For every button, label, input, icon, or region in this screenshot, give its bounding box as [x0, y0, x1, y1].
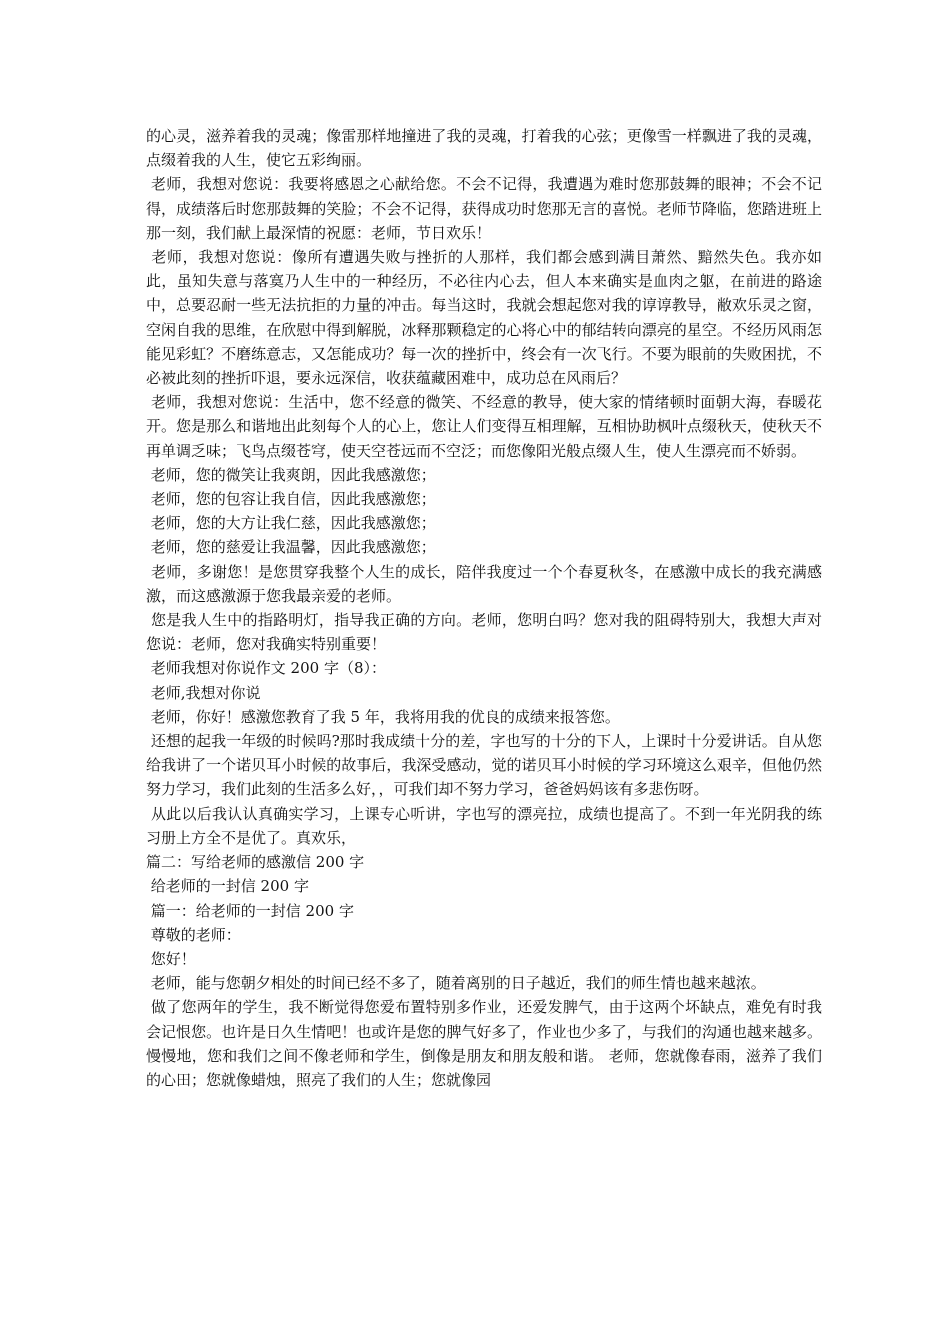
paragraph: 老师，您的包容让我自信，因此我感激您；: [146, 490, 436, 509]
paragraph: 老师，我想对您说：生活中，您不经意的微笑、不经意的教导，使大家的情绪顿时面朝大海，春暖花开。您是那么和谐地出此刻每个人的心上，您让人们变得互相理解，互相协助枫叶点缀秋天，使秋天不再单调乏味；飞鸟点缀苍穹，使天空苍远而不空泛；而您像阳光般点缀人生，使人生漂亮而不娇弱。: [146, 393, 822, 460]
paragraph: 老师，您的大方让我仁慈，因此我感激您；: [146, 514, 436, 533]
section-heading: 篇二：写给老师的感激信 200 字: [146, 853, 365, 872]
paragraph: 老师，你好！感激您教育了我 5 年，我将用我的优良的成绩来报答您。: [146, 707, 620, 726]
paragraph: 老师，您的微笑让我爽朗，因此我感激您；: [146, 465, 436, 484]
paragraph: 您是我人生中的指路明灯，指导我正确的方向。老师，您明白吗？您对我的阻碍特别大，我想大声对您说：老师，您对我确实特别重要！: [146, 611, 822, 654]
paragraph: 从此以后我认认真确实学习，上课专心听讲，字也写的漂亮拉，成绩也提高了。不到一年光阴我的练习册上方全不是优了。真欢乐，: [146, 804, 822, 847]
paragraph: 还想的起我一年级的时候吗?那时我成绩十分的差，字也写的十分的下人，上课时十分爱讲话。自从您给我讲了一个诺贝耳小时候的故事后，我深受感动，觉的诺贝耳小时候的学习环境这么艰辛，但他仍然努力学习，我们此刻的生活多么好，，可我们却不努力学习，爸爸妈妈该有多悲伤呀。: [146, 732, 822, 799]
paragraph: 老师，我想对您说：我要将感恩之心献给您。不会不记得，我遭遇为难时您那鼓舞的眼神；不会不记得，成绩落后时您那鼓舞的笑脸；不会不记得，获得成功时您那无言的喜悦。老师节降临，您踏进班上那一刻，我们献上最深情的祝愿：老师，节日欢乐！: [146, 175, 822, 242]
essay-title: 给老师的一封信 200 字: [146, 877, 309, 896]
essay-title: 老师,我想对你说: [146, 683, 261, 702]
paragraph: 做了您两年的学生，我不断觉得您爱布置特别多作业，还爱发脾气，由于这两个坏缺点，难免有时我会记恨您。也许是日久生情吧！也或许是您的脾气好多了，作业也少多了，与我们的沟通也越来越多。慢慢地，您和我们之间不像老师和学生，倒像是朋友和朋友般和谐。 老师，您就像春雨，滋养了我们的心田；您就像蜡烛，照亮了我们的人生；您就像园: [146, 998, 822, 1089]
section-heading: 老师我想对你说作文 200 字（8）：: [146, 659, 386, 678]
paragraph: 的心灵，滋养着我的灵魂；像雷那样地撞进了我的灵魂，打着我的心弦；更像雪一样飘进了我的灵魂，点缀着我的人生，使它五彩绚丽。: [146, 127, 822, 170]
paragraph: 老师，能与您朝夕相处的时间已经不多了，随着离别的日子越近，我们的师生情也越来越浓。: [146, 974, 766, 993]
letter-greeting: 您好！: [146, 949, 196, 968]
paragraph: 老师，多谢您！是您贯穿我整个人生的成长，陪伴我度过一个个春夏秋冬，在感激中成长的我充满感激，而这感激源于您我最亲爱的老师。: [146, 562, 822, 605]
document-body: [146, 124, 822, 1092]
letter-salutation: 尊敬的老师：: [146, 925, 241, 944]
paragraph: 老师，我想对您说：像所有遭遇失败与挫折的人那样，我们都会感到满目萧然、黯然失色。我亦如此，虽知失意与落寞乃人生中的一种经历，不必往内心去，但人本来确实是血肉之躯，在前进的路途中，总要忍耐一些无法抗拒的力量的冲击。每当这时，我就会想起您对我的谆谆教导，敝欢乐灵之窗，空闲自我的思维，在欣慰中得到解脱，冰释那颗稳定的心将心中的郁结转向漂亮的星空。不经历风雨怎能见彩虹？不磨练意志，又怎能成功？每一次的挫折中，终会有一次飞行。不要为眼前的失败困扰，不必被此刻的挫折吓退，要永远深信，收获蕴藏困难中，成功总在风雨后？: [146, 248, 822, 388]
section-heading: 篇一：给老师的一封信 200 字: [146, 901, 354, 920]
paragraph: 老师，您的慈爱让我温馨，因此我感激您；: [146, 538, 436, 557]
